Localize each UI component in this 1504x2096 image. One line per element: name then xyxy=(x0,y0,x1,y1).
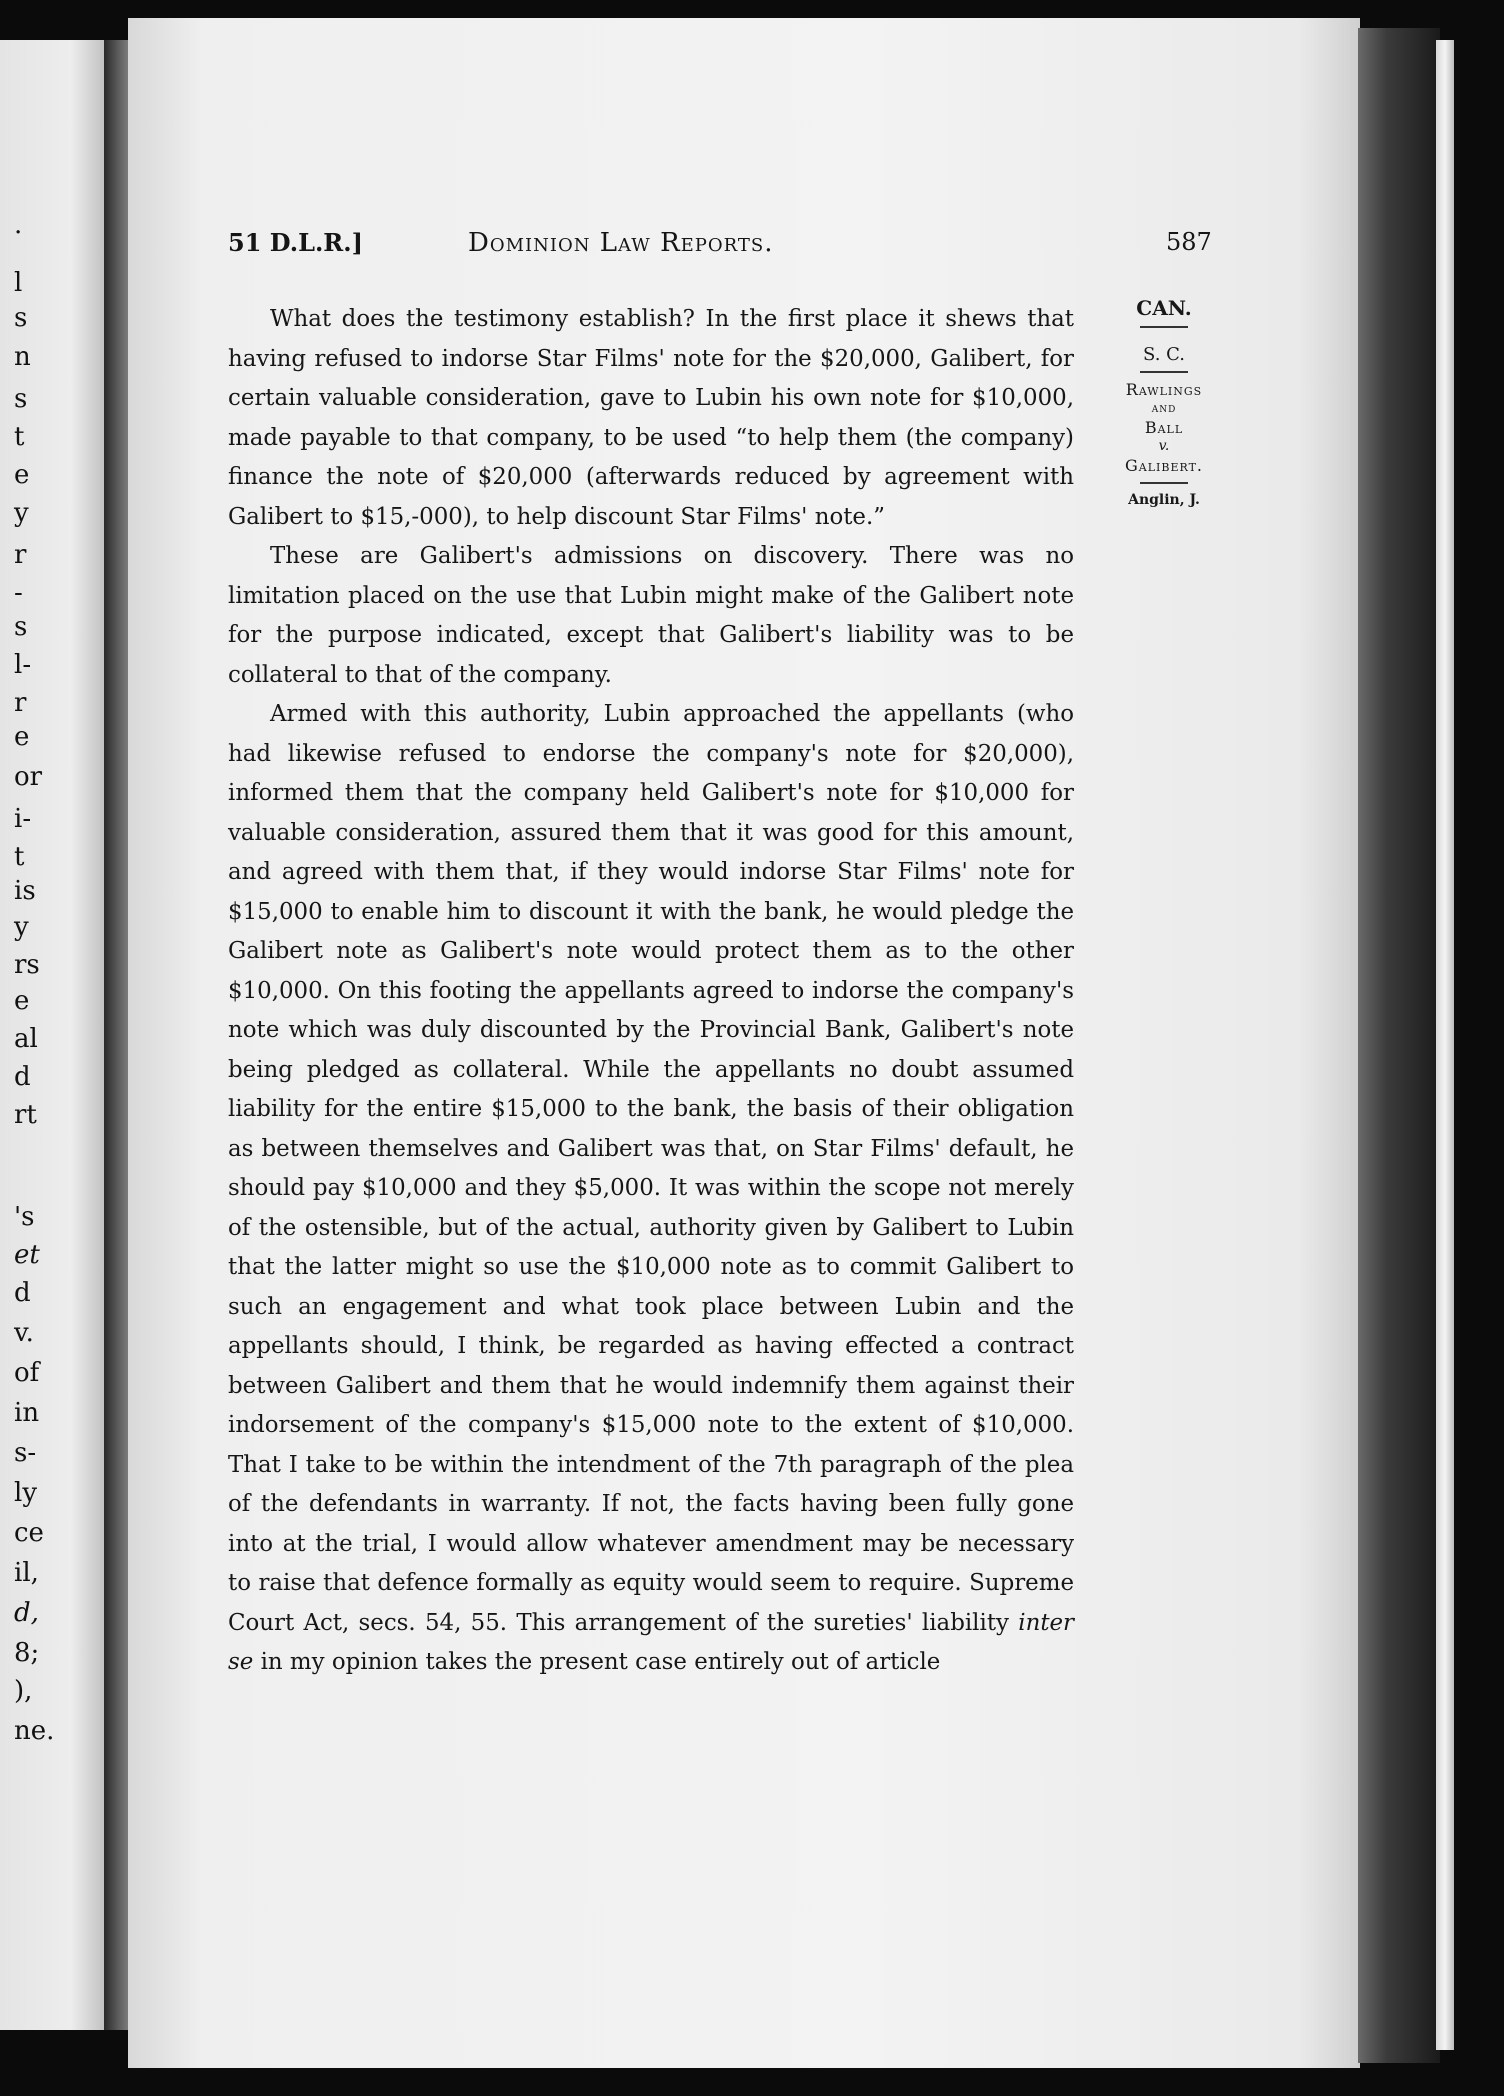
paragraph: These are Galibert's admissions on discovery. There was no limitation placed on the use that Lubin might make of the Galibert note for the purpose indicated, except that Galibert's liability was to be collateral to that of the company. xyxy=(228,543,1074,688)
divider xyxy=(1140,326,1188,328)
left-page-fragment: r xyxy=(14,540,27,570)
left-page-fragment: d xyxy=(14,1278,31,1308)
left-page-fragment: et xyxy=(14,1240,40,1270)
left-page-fragment: i- xyxy=(14,804,32,834)
left-page-fragment: 's xyxy=(14,1202,35,1232)
divider xyxy=(1140,482,1188,484)
left-page-fragment: e xyxy=(14,986,30,1016)
left-page-fragment: d, xyxy=(14,1598,39,1628)
left-page-fragment: ly xyxy=(14,1478,38,1508)
left-page-fragment: n xyxy=(14,342,31,372)
party-conjunction: and xyxy=(1151,401,1177,416)
left-page-fragment: rs xyxy=(14,950,40,980)
party-name: Galibert. xyxy=(1125,456,1203,475)
left-page-fragment: is xyxy=(14,876,36,906)
left-page-fragment: ne. xyxy=(14,1716,55,1746)
left-page-fragment: il, xyxy=(14,1558,39,1588)
left-page-fragment: in xyxy=(14,1398,40,1428)
left-page-fragment: v. xyxy=(14,1318,34,1348)
versus-label: v. xyxy=(1158,438,1170,454)
left-page-fragment: s- xyxy=(14,1438,37,1468)
left-page-fragment: l xyxy=(14,268,23,298)
case-side-note xyxy=(1104,296,1224,508)
left-page-fragment: s xyxy=(14,612,28,642)
left-page-fragment: l- xyxy=(14,650,32,680)
left-page-fragment: t xyxy=(14,422,25,452)
divider xyxy=(1140,371,1188,373)
left-page-fragment: ce xyxy=(14,1518,44,1548)
left-page-fragment: al xyxy=(14,1024,38,1054)
left-page-fragment: e xyxy=(14,722,30,752)
left-page-fragment: s xyxy=(14,303,28,333)
paragraph-tail: in my opinion takes the present case entirely out of article xyxy=(253,1649,941,1675)
party-name: Rawlings xyxy=(1125,380,1203,399)
paragraph xyxy=(228,695,1074,1683)
left-page-text-fragments xyxy=(0,40,118,2030)
left-page-fragment: 8; xyxy=(14,1638,40,1668)
left-page-fragment: d xyxy=(14,1062,31,1092)
page-number: 587 xyxy=(1166,228,1212,256)
judgment-text xyxy=(228,300,1074,1683)
left-page-fragment: . xyxy=(14,210,23,240)
court-label: S. C. xyxy=(1143,344,1185,365)
judge-name: Anglin, J. xyxy=(1128,492,1200,508)
left-page-fragment: e xyxy=(14,460,30,490)
left-page-fragment: of xyxy=(14,1358,40,1388)
volume-reference: 51 D.L.R.] xyxy=(228,228,363,257)
left-page-fragment: or xyxy=(14,762,43,792)
left-page-fragment: s xyxy=(14,384,28,414)
left-page-fragment: y xyxy=(14,912,29,942)
page-fore-edge xyxy=(1358,28,1440,2063)
left-page-fragment: rt xyxy=(14,1100,37,1130)
left-page-fragment: r xyxy=(14,688,27,718)
jurisdiction-label: CAN. xyxy=(1136,296,1192,320)
left-page-edge xyxy=(0,40,118,2030)
paragraph-body: Armed with this authority, Lubin approached the appellants (who had likewise refused to endorse the company's note for $20,000), informed them that the company held Galibert's note for $10,000 for valuable consideration, assured them that it was good for this amount, and agreed with them that, if they would indorse Star Films' note for $15,000 to enable him to discount it with the bank, he would pledge the Galibert note as Galibert's note would protect them as to the other $10,000. On this footing the appellants agreed to indorse the company's note which was duly discounted by the Provincial Bank, Galibert's note being pledged as collateral. While the appellants no doubt assumed liability for the entire $15,000 to the bank, the basis of their obligation as between themselves and Galibert was that, on Star Films' default, he should pay $10,000 and they $5,000. It was within the scope not merely of the ostensible, but of the actual, authority given by Galibert to Lubin that the latter might so use the $10,000 note as to commit Galibert to such an engagement and what took place between Lubin and the appellants should, I think, be regarded as having effected a contract between Galibert and them that he would indemnify them against their indorsement of the company's $15,000 note to the extent of $10,000. That I take to be within the intendment of the 7th paragraph of the plea of the defendants in warranty. If not, the facts having been fully gone into at the trial, I would allow whatever amendment may be necessary to raise that defence formally as equity would seem to require. Supreme Court Act, secs. 54, 55. This arrangement of the sureties' liability xyxy=(228,701,1074,1636)
left-page-fragment: ), xyxy=(14,1676,33,1706)
latin-phrase: inter se xyxy=(228,1609,1075,1675)
left-page-fragment: - xyxy=(14,578,23,608)
page-edge-strip xyxy=(1436,40,1454,2050)
left-page-fragment: y xyxy=(14,498,29,528)
publication-title: Dominion Law Reports. xyxy=(468,228,774,258)
left-page-fragment: t xyxy=(14,842,25,872)
running-header xyxy=(228,228,1238,268)
party-name: Ball xyxy=(1144,418,1184,437)
paragraph: What does the testimony establish? In the first place it shews that having refused to indorse Star Films' note for the $20,000, Galibert, for certain valuable consideration, gave to Lubin his own note for $10,000, made payable to that company, to be used “to help them (the company) finance the note of $20,000 (afterwards reduced by agreement with Galibert to $15,-000), to help discount Star Films' note.” xyxy=(228,306,1074,530)
